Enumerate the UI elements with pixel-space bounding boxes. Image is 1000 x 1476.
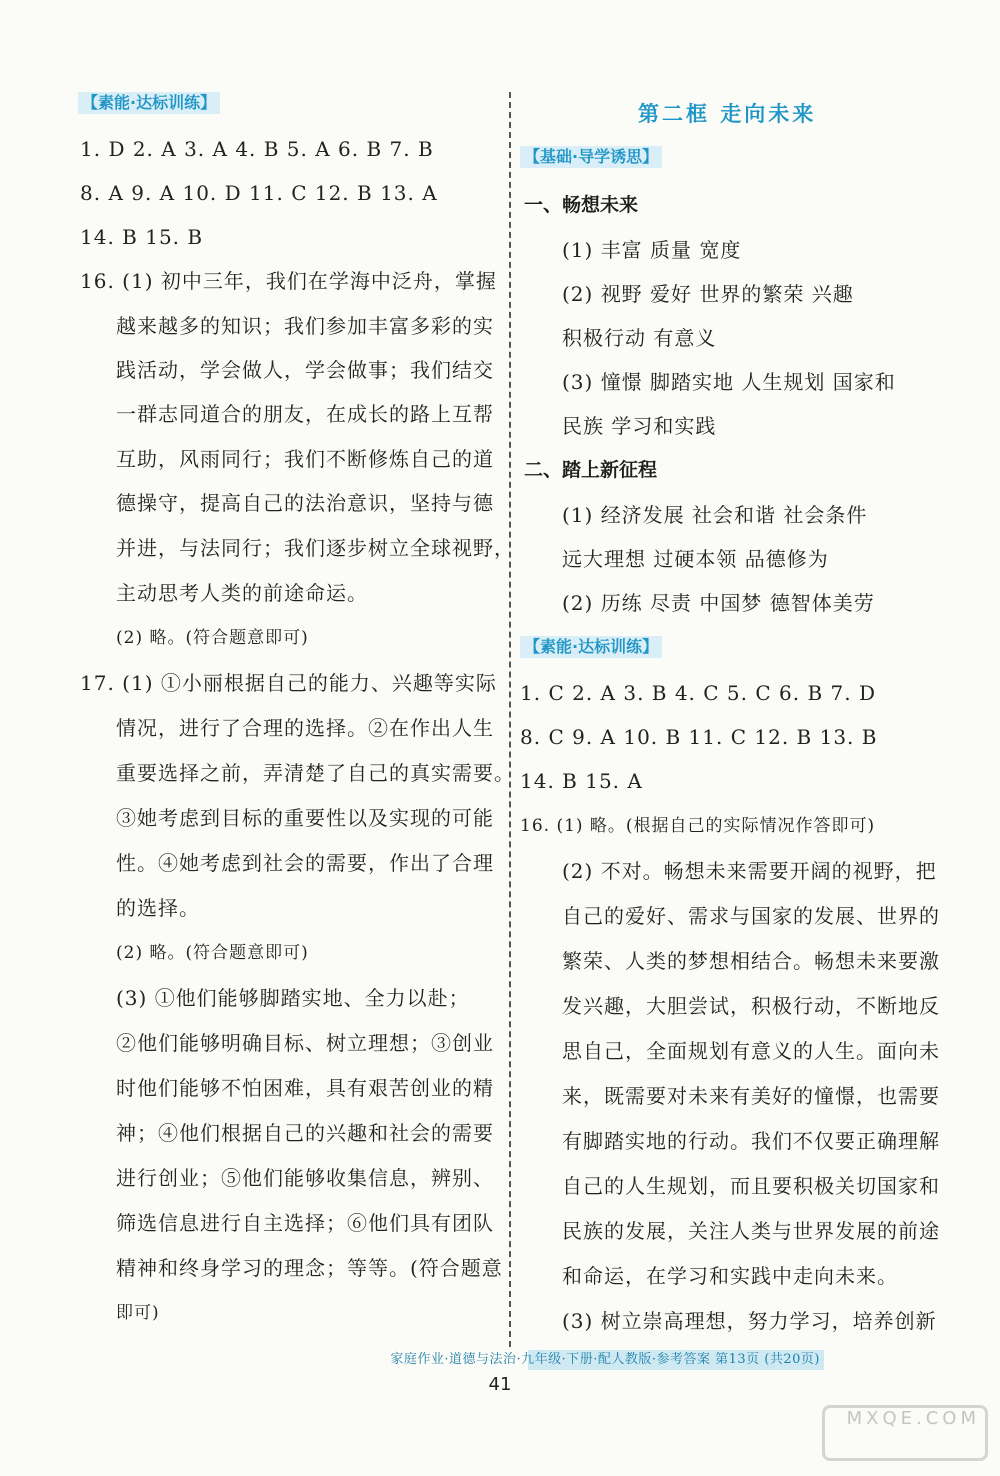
q16-part-2: (2) 略。(符合题意即可) — [116, 628, 309, 648]
heading-new-journey: 二、踏上新征程 — [524, 459, 658, 481]
q17-part-3-line: 进行创业；⑤他们能够收集信息，辨别、 — [116, 1166, 494, 1190]
section-tag-practice: 【素能·达标训练】 — [78, 92, 220, 114]
q17-line: 17. (1) ①小丽根据自己的能力、兴趣等实际 — [80, 671, 497, 695]
q16-line: 越来越多的知识；我们参加丰富多彩的实 — [116, 314, 494, 338]
q17-line: 情况，进行了合理的选择。②在作出人生 — [116, 716, 494, 740]
q17-part-3-line: ②他们能够明确目标、树立理想；③创业 — [116, 1031, 494, 1055]
q17-line: 重要选择之前，弄清楚了自己的真实需要。 — [116, 761, 515, 785]
answers-line-2: 8. A 9. A 10. D 11. C 12. B 13. A — [80, 181, 438, 205]
part1-line: (2) 视野 爱好 世界的繁荣 兴趣 — [562, 282, 854, 306]
answers-line-1-right: 1. C 2. A 3. B 4. C 5. C 6. B 7. D — [520, 681, 877, 705]
part1-line: (3) 憧憬 脚踏实地 人生规划 国家和 — [562, 370, 896, 394]
q16-line: 互助，风雨同行；我们不断修炼自己的道 — [116, 447, 494, 471]
q16-part-2-line: 和命运，在学习和实践中走向未来。 — [562, 1264, 898, 1288]
q16-part-1-right: 16. (1) 略。(根据自己的实际情况作答即可) — [520, 816, 876, 836]
answers-line-2-right: 8. C 9. A 10. B 11. C 12. B 13. B — [520, 725, 878, 749]
q16-line: 16. (1) 初中三年，我们在学海中泛舟，掌握 — [80, 269, 497, 293]
q16-part-2-line: 有脚踏实地的行动。我们不仅要正确理解 — [562, 1129, 940, 1153]
q16-part-2-line: 思自己，全面规划有意义的人生。面向未 — [562, 1039, 940, 1063]
answers-line-1: 1. D 2. A 3. A 4. B 5. A 6. B 7. B — [80, 137, 434, 161]
q16-part-2-line: 民族的发展，关注人类与世界发展的前途 — [562, 1219, 940, 1243]
q17-part-3-line: (3) ①他们能够脚踏实地、全力以赴； — [116, 986, 470, 1010]
q17-line: ③她考虑到目标的重要性以及实现的可能 — [116, 806, 494, 830]
q17-part-3-line: 时他们能够不怕困难，具有艰苦创业的精 — [116, 1076, 494, 1100]
part1-line: (1) 丰富 质量 宽度 — [562, 238, 742, 262]
section-title: 第二框 走向未来 — [638, 101, 817, 126]
q16-part-2-line: 发兴趣，大胆尝试，积极行动，不断地反 — [562, 994, 940, 1018]
q16-line: 一群志同道合的朋友，在成长的路上互帮 — [116, 402, 494, 426]
q16-line: 并进，与法同行；我们逐步树立全球视野， — [116, 536, 515, 560]
column-divider — [509, 92, 511, 1347]
part2-line: (1) 经济发展 社会和谐 社会条件 — [562, 503, 868, 527]
q17-line: 性。④她考虑到社会的需要，作出了合理 — [116, 851, 494, 875]
q16-part-2-line: 来，既需要对未来有美好的憧憬，也需要 — [562, 1084, 940, 1108]
section-tag-practice-2: 【素能·达标训练】 — [520, 636, 662, 658]
q16-line: 德操守，提高自己的法治意识，坚持与德 — [116, 491, 494, 515]
q16-part-2-line: 自己的人生规划，而且要积极关切国家和 — [562, 1174, 940, 1198]
q17-part-3-line: 即可) — [116, 1303, 160, 1323]
watermark-text: MXQE.COM — [846, 1408, 980, 1429]
part1-line: 积极行动 有意义 — [562, 326, 717, 350]
part2-line: 远大理想 过硬本领 品德修为 — [562, 547, 829, 571]
q16-part-2-line: (2) 不对。畅想未来需要开阔的视野，把 — [562, 859, 937, 883]
answers-line-3-right: 14. B 15. A — [520, 769, 643, 793]
q17-line: 的选择。 — [116, 896, 200, 920]
footer-caption: 家庭作业·道德与法治·九年级·下册·配人教版·参考答案 第13页 (共20页) — [390, 1352, 820, 1367]
part1-line: 民族 学习和实践 — [562, 414, 717, 438]
q16-line: 践活动，学会做人，学会做事；我们结交 — [116, 358, 494, 382]
page-number: 41 — [488, 1374, 512, 1395]
part2-line: (2) 历练 尽责 中国梦 德智体美劳 — [562, 591, 875, 615]
q17-part-3-line: 筛选信息进行自主选择；⑥他们具有团队 — [116, 1211, 494, 1235]
q17-part-3-line: 神；④他们根据自己的兴趣和社会的需要 — [116, 1121, 494, 1145]
heading-imagine-future: 一、畅想未来 — [524, 194, 639, 216]
q17-part-2: (2) 略。(符合题意即可) — [116, 943, 309, 963]
q16-line: 主动思考人类的前途命运。 — [116, 581, 368, 605]
answers-line-3: 14. B 15. B — [80, 225, 204, 249]
q16-part-2-line: 繁荣、人类的梦想相结合。畅想未来要激 — [562, 949, 940, 973]
section-tag-basics: 【基础·导学诱思】 — [520, 146, 662, 168]
q17-part-3-line: 精神和终身学习的理念；等等。(符合题意 — [116, 1256, 503, 1280]
q16-part-3: (3) 树立崇高理想，努力学习，培养创新 — [562, 1309, 937, 1333]
q16-part-2-line: 自己的爱好、需求与国家的发展、世界的 — [562, 904, 940, 928]
